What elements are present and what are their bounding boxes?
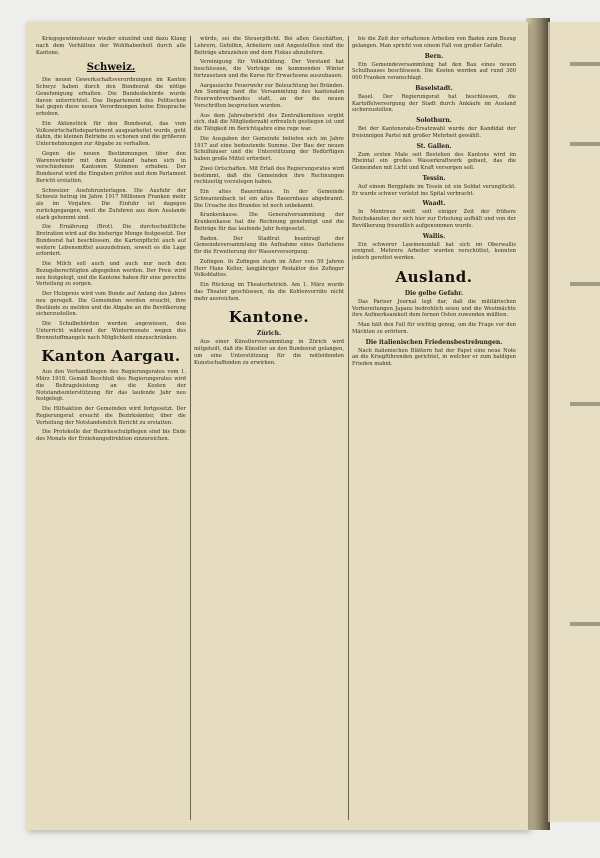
- column-left: [36, 36, 186, 820]
- article-paragraph: Die Ausgaben der Gemeinde beliefen sich im Jahre 1917 auf eine bedeutende Summe. Der Bau der neuen Schulhäuser und die Unterstützung der Bedürftigen haben große Mittel erfordert.: [194, 135, 344, 162]
- article-paragraph: Die neuen Gewerkschaftsverordnungen im Kanton Schwyz haben durch den Bundesrat die nötige Genehmigung erhalten. Die Bundesbehörde wurde davon unterrichtet. Das Departement des Politischen hat gegen diese neuen Verordnungen keine Einsprache erhoben.: [36, 77, 186, 117]
- subheading: Bern.: [424, 52, 444, 60]
- subheading: Wallis.: [422, 232, 446, 240]
- section-heading: Kanton Aargau.: [41, 347, 181, 366]
- subheading: Waadt.: [422, 200, 446, 208]
- article-paragraph: Die Protokolle der Bezirksschulpflegen sind bis Ende des Monats der Erziehungsdirektion einzureichen.: [36, 429, 186, 442]
- subheading: Baselstadt.: [415, 84, 453, 92]
- article-paragraph: Die Hilfsaktion der Gemeinden wird fortgesetzt. Der Regierungsrat ersucht die Bezirksämter, über die Verteilung der Notstandsmilch Bericht zu erstatten.: [36, 406, 186, 426]
- article-paragraph: Die Milch soll auch und auch nur noch den Bezugsberechtigten abgegeben werden. Der Preis wird neu festgelegt, und die Kantone haben für eine gerechte Verteilung zu sorgen.: [36, 261, 186, 288]
- article-paragraph: Bei der Kantonsrats-Ersatzwahl wurde der Kandidat der freisinnigen Partei mit großer Mehrheit gewählt.: [352, 126, 516, 139]
- column-middle: [194, 36, 344, 820]
- column-rule: [348, 36, 349, 820]
- article-paragraph: Basel. Der Regierungsrat hat beschlossen, die Kartoffelversorgung der Stadt durch Ankäufe im Ausland sicherzustellen.: [352, 93, 516, 114]
- article-paragraph: Kriegsgewinnsteuer wieder einzelnd und dazu Klang nach dem Verhältnis der Wohlhabenheit durch alle Kantone.: [36, 36, 186, 56]
- article-paragraph: Aus den Verhandlungen des Regierungsrates vom 1. März 1918. Gemäß Beschluß des Regierungsrates wird die Beitragsleistung an die Kosten der Notstandsunterstützung für das laufende Jahr neu festgelegt.: [36, 369, 186, 403]
- article-paragraph: Krankenkasse. Die Generalversammlung der Krankenkasse hat die Rechnung genehmigt und die Beiträge für das laufende Jahr festgesetzt.: [194, 212, 344, 232]
- article-paragraph: Aus einer Künstlerversammlung in Zürich wird mitgeteilt, daß die Künstler an den Bundesrat gelangen, um eine Unterstützung für die notleidenden Kunstschaffenden zu erwirken.: [194, 339, 344, 366]
- article-paragraph: Aus dem Jahresbericht des Zentralkomitees ergibt sich, daß die Mitgliederzahl erfreulich gestiegen ist und die Tätigkeit im Berichtsjahre eine rege war.: [194, 112, 344, 132]
- article-paragraph: Aargauische Feuerwehr zur Beleuchtung bei Bränden. Am Sonntag fand die Versammlung des kantonalen Feuerwehrverbandes statt, an der die neuen Vorschriften besprochen wurden.: [194, 82, 344, 109]
- article-paragraph: Gegen die neuen Bestimmungen über den Warenverkehr mit dem Ausland haben sich in verschiedenen Kantonen Stimmen erhoben. Der Bundesrat wird die Eingaben prüfen und dem Parlament Bericht erstatten.: [36, 150, 186, 184]
- section-heading: Schweiz.: [86, 62, 136, 74]
- facing-page-edge: [548, 22, 600, 822]
- newspaper-page: [26, 22, 528, 830]
- subheading: Die italienischen Friedensbestrebungen.: [365, 338, 503, 346]
- article-paragraph: Ein Rückzug im Theaterbetrieb. Am 1. März wurde das Theater geschlossen, da die Kohlenvorräte nicht mehr ausreichen.: [194, 282, 344, 302]
- article-paragraph: Die Schulbehörden werden angewiesen, den Unterricht während der Wintermonate wegen des Brennstoffmangels nach Möglichkeit einzuschränken.: [36, 321, 186, 341]
- section-heading: Kantone.: [228, 308, 310, 327]
- article-paragraph: Die Ernährung (Brot). Die durchschnittliche Brotration wird auf die bisherige Menge festgesetzt. Der Bundesrat hat beschlossen, die Kartenpflicht auch auf weitere Lebensmittel auszudehnen, soweit es die Lage erfordert.: [36, 224, 186, 258]
- article-paragraph: Man hält den Fall für wichtig genug, um die Frage vor den Mächten zu erörtern.: [352, 322, 516, 335]
- subheading: St. Gallen.: [416, 142, 452, 150]
- article-paragraph: würde, sei die Steuerpflicht. Bei allen Geschäften, Lehrern, Gehilfen, Arbeitern und Angestellten sind die Beiträge abzuziehen und dem Fiskus abzuliefern.: [194, 36, 344, 56]
- article-paragraph: Der Holzpreis wird vom Bunde auf Anfang des Jahres neu geregelt. Die Gemeinden werden ersucht, ihre Bestände zu melden und die Abgabe an die Bevölkerung sicherzustellen.: [36, 291, 186, 318]
- subheading: Solothurn.: [416, 117, 452, 124]
- subheading: Tessin.: [422, 174, 446, 182]
- article-paragraph: Zwei Ortschaften. Mit Erlaß des Regierungsrates wird bestimmt, daß die Gemeinden ihre Rechnungen rechtzeitig vorzulegen haben.: [194, 165, 344, 186]
- article-paragraph: Zofingen. In Zofingen starb im Alter von 59 Jahren Herr Hans Keller, langjähriger Redaktor des Zofinger Volksblattes.: [194, 258, 344, 279]
- article-paragraph: Ein Aktenstück für den Bundesrat, das vom Volkswirtschaftsdepartement ausgearbeitet wurde, geht dahin, die kleinen Betriebe zu schonen und die größeren Unternehmungen zur Abgabe zu verhalten.: [36, 120, 186, 147]
- column-right: [352, 36, 516, 820]
- article-paragraph: Schweizer Ausfuhrunterlagen. Die Ausfuhr der Schweiz betrug im Jahre 1917 Millionen Franken mehr als im Vorjahre. Die Einfuhr ist dagegen zurückgegangen, weil die Zufuhren aus dem Auslande stark gehemmt sind.: [36, 187, 186, 221]
- article-paragraph: Vereinigung für Volksbildung. Der Vorstand hat beschlossen, die Vorträge im kommenden Winter fortzusetzen und die Kurse für Erwachsene auszubauen.: [194, 59, 344, 79]
- subheading: Zürich.: [256, 330, 282, 338]
- article-paragraph: Das Pariser Journal legt dar, daß die militärischen Vorbereitungen Japans bedrohlich seien und die Westmächte ihre Aufmerksamkeit dem fernen Osten zuwenden müßten.: [352, 298, 516, 319]
- article-paragraph: Ein Gemeindeversammlung hat den Bau eines neuen Schulhauses beschlossen. Die Kosten werden auf rund 300 000 Franken veranschlagt.: [352, 61, 516, 81]
- article-paragraph: Ein altes Bauernhaus. In der Gemeinde Schwarzenbach ist ein altes Bauernhaus abgebrannt. Die Ursache des Brandes ist noch unbekannt.: [194, 189, 344, 209]
- article-paragraph: Baden. Der Stadtrat beantragt der Gemeindeversammlung die Aufnahme eines Darlehens für die Erweiterung der Wasserversorgung.: [194, 235, 344, 255]
- article-paragraph: bis die Zeit der erhaltenen Arbeiten von Baden zum Bezug gelangen. Man spricht von einem Fall von großer Gefahr.: [352, 36, 516, 49]
- book-spine: [526, 18, 550, 830]
- article-paragraph: In Montreux weilt seit einiger Zeit der frühere Reichskanzler, der sich hier zur Erholung aufhält und von der Bevölkerung freundlich aufgenommen wurde.: [352, 209, 516, 229]
- section-heading: Ausland.: [395, 267, 473, 286]
- subheading: Die gelbe Gefahr.: [404, 289, 464, 297]
- article-paragraph: Nach italienischen Blättern hat der Papst eine neue Note an die Kriegführenden gerichtet, in welcher er zum baldigen Frieden mahnt.: [352, 347, 516, 367]
- article-paragraph: Auf einem Bergpfade im Tessin ist ein Soldat verunglückt. Er wurde schwer verletzt ins Spital verbracht.: [352, 183, 516, 197]
- article-paragraph: Zum ersten Male seit Bestehen des Kantons wird im Rheintal ein großes Wasserkraftwerk gebaut, das die Gemeinden mit Licht und Kraft versorgen soll.: [352, 151, 516, 171]
- column-rule: [190, 36, 191, 820]
- article-paragraph: Ein schwerer Lawinenunfall hat sich im Oberwallis ereignet. Mehrere Arbeiter wurden verschüttet, konnten jedoch gerettet werden.: [352, 241, 516, 261]
